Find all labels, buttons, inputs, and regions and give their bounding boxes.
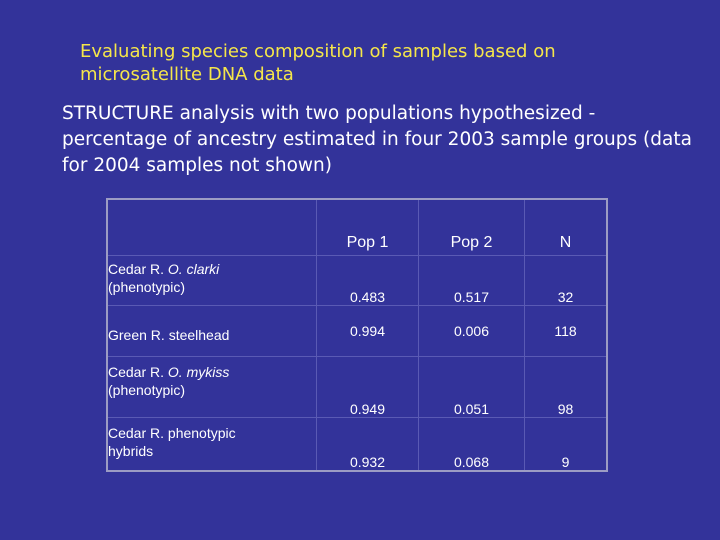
row-label: [107, 306, 317, 357]
row-label-line2: (phenotypic): [108, 382, 186, 398]
slide-body-text: STRUCTURE analysis with two populations hypothesized - percentage of ancestry estimated in four 2003 sample groups (data for 2004 samples not shown): [62, 103, 692, 176]
cell-pop2: 0.006: [419, 306, 525, 357]
row-label-plain: Cedar R.: [108, 364, 168, 380]
row-label-plain: Cedar R.: [108, 261, 168, 277]
row-label-plain: Cedar R. phenotypic: [108, 425, 236, 441]
header-n: N: [525, 199, 608, 256]
cell-n: 118: [525, 306, 608, 357]
row-label-species: O. mykiss: [167, 364, 230, 380]
row-label: [107, 418, 317, 471]
table-row: [107, 357, 607, 418]
header-pop1: Pop 1: [317, 199, 419, 256]
table-header-row: [107, 199, 607, 256]
cell-pop1: 0.994: [317, 306, 419, 357]
row-label-plain: Green R. steelhead: [108, 327, 230, 343]
row-label-line2: (phenotypic): [108, 279, 186, 295]
cell-n: 98: [525, 357, 608, 418]
row-label-species: O. clarki: [167, 261, 220, 277]
cell-pop2: 0.068: [419, 418, 525, 471]
table-row: [107, 256, 607, 306]
cell-n: 9: [525, 418, 608, 471]
cell-n: 32: [525, 256, 608, 306]
row-label: [107, 357, 317, 418]
slide-title: Evaluating species composition of samples based on microsatellite DNA data: [80, 41, 556, 85]
cell-pop1: 0.483: [317, 256, 419, 306]
row-label-line2: hybrids: [108, 443, 154, 459]
header-empty-cell: [107, 199, 317, 256]
ancestry-table: [106, 198, 608, 472]
table-row: [107, 418, 607, 471]
header-pop2: Pop 2: [419, 199, 525, 256]
cell-pop2: 0.051: [419, 357, 525, 418]
table-row: [107, 306, 607, 357]
cell-pop1: 0.932: [317, 418, 419, 471]
cell-pop1: 0.949: [317, 357, 419, 418]
cell-pop2: 0.517: [419, 256, 525, 306]
row-label: [107, 256, 317, 306]
